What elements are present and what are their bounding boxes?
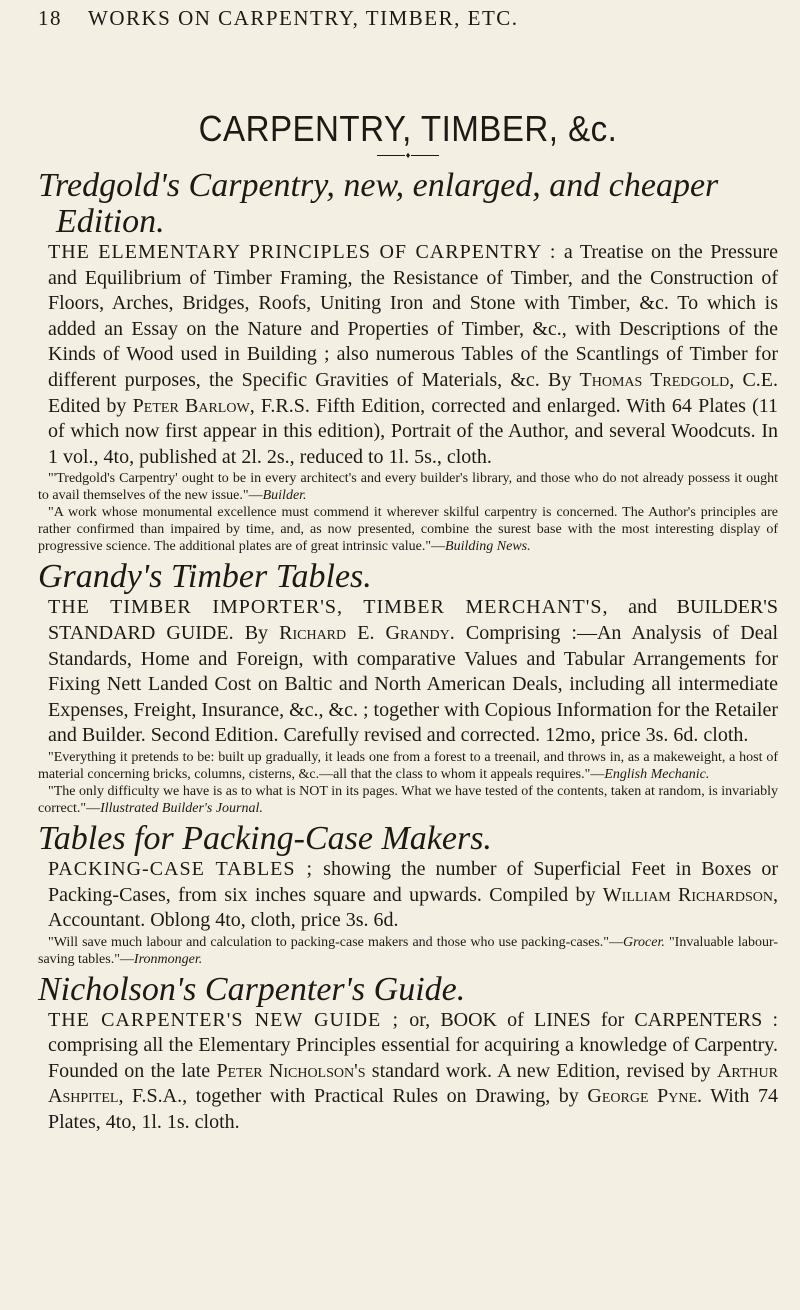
book-entry-grandy xyxy=(38,559,778,817)
book-entry-packing-case xyxy=(38,821,778,968)
review-source: Grocer. xyxy=(623,934,665,950)
author-name: William Richardson xyxy=(602,883,773,906)
author-name: Richard E. Grandy xyxy=(279,621,450,644)
book-page xyxy=(38,0,778,1136)
book-description: THE TIMBER IMPORTER'S, TIMBER MERCHANT'S, and BUILDER'S STANDARD GUIDE. By Richard E. Grandy. Comprising :—An Analysis of Deal Standards, Home and Foreign, with comparative Values and Tabular Arrangements for Fixing Nett Landed Cost on Baltic and North American Deals, including all intermediate Expenses, Freight, Insurance, &c., &c. ; together with Copious Information for the Retailer and Builder. Second Edition. Carefully revised and corrected. 12mo, price 3s. 6d. cloth. xyxy=(48,596,779,747)
review-source: English Mechanic. xyxy=(604,766,710,782)
author-name: Peter Nicholson's xyxy=(216,1059,366,1082)
editor-name: Peter Barlow xyxy=(132,394,250,417)
review-source: Builder. xyxy=(262,488,307,504)
review-quote: "'Tredgold's Carpentry' ought to be in every architect's and every builder's library, and those who do not already possess it ought to avail themselves of the new issue."—Builder. xyxy=(38,471,778,504)
book-description: PACKING-CASE TABLES ; showing the number of Superficial Feet in Boxes or Packing-Cases, from six inches square and upwards. Compiled by William Richardson, Accountant. Oblong 4to, cloth, price 3s. 6d. xyxy=(48,857,778,932)
editor-name: Arthur Ashpitel xyxy=(48,1059,778,1108)
book-heading: Grandy's Timber Tables. xyxy=(38,558,372,596)
author-name: Thomas Tredgold xyxy=(579,368,730,391)
book-entry-nicholson xyxy=(38,972,778,1136)
review-quote: "A work whose monumental excellence must commend it wherever skilful carpentry is concerned. The Author's principles are rather confirmed than impaired by time, and, as now presented, combine the surest base with the most interesting display of progressive science. The additional plates are of great intrinsic value."—Building News. xyxy=(38,505,778,555)
review-quote: "The only difficulty we have is as to what is NOT in its pages. What we have tested of the contents, taken at random, is invariably correct."—Illustrated Builder's Journal. xyxy=(38,783,778,816)
review-source: Building News. xyxy=(445,539,531,555)
book-entry-tredgold xyxy=(38,168,778,555)
book-heading: Nicholson's Carpenter's Guide. xyxy=(38,970,466,1008)
section-title: CARPENTRY, TIMBER, &c. xyxy=(198,108,618,149)
book-heading: Tredgold's Carpentry, new, enlarged, and cheaper Edition. xyxy=(38,167,719,240)
page-header xyxy=(38,0,778,58)
book-description: THE ELEMENTARY PRINCIPLES OF CARPENTRY : a Treatise on the Pressure and Equilibrium of Timber Framing, the Resistance of Timber, and the Construction of Floors, Arches, Bridges, Roofs, Uniting Iron and Stone with Timber, &c. To which is added an Essay on the Nature and Properties of Timber, &c., with Descriptions of the Kinds of Wood used in Building ; also numerous Tables of the Scantlings of Timber for different purposes, the Specific Gravities of Materials, &c. By Thomas Tredgold, C.E. Edited by Peter Barlow, F.R.S. Fifth Edition, corrected and enlarged. With 64 Plates (11 of which now first appear in this edition), Portrait of the Author, and several Woodcuts. In 1 vol., 4to, published at 2l. 2s., reduced to 1l. 5s., cloth. xyxy=(48,241,778,468)
review-quote: "Everything it pretends to be: built up gradually, it leads one from a forest to a treenail, and throws in, as a makeweight, a host of material concerning bricks, columns, cisterns, &c.—all that the class to whom it appeals requires."—English Mechanic. xyxy=(38,749,778,782)
author-name: George Pyne xyxy=(587,1085,697,1108)
review-source: Illustrated Builder's Journal. xyxy=(100,800,263,816)
book-title: PACKING-CASE TABLES ; xyxy=(48,857,314,880)
book-title: THE ELEMENTARY PRINCIPLES OF CARPENTRY : xyxy=(48,241,557,263)
book-title: THE CARPENTER'S NEW GUIDE ; xyxy=(48,1008,400,1031)
running-title: WORKS ON CARPENTRY, TIMBER, ETC. xyxy=(88,6,519,30)
diamond-icon: ♦ xyxy=(405,150,411,161)
book-description: THE CARPENTER'S NEW GUIDE ; or, BOOK of LINES for CARPENTERS : comprising all the Elementary Principles essential for acquiring a knowledge of Carpentry. Founded on the late Peter Nicholson's standard work. A new Edition, revised by Arthur Ashpitel, F.S.A., together with Practical Rules on Drawing, by George Pyne. With 74 Plates, 4to, 1l. 1s. cloth. xyxy=(48,1008,778,1134)
review-quote: "Will save much labour and calculation to packing-case makers and those who use packing-cases."—Grocer. "Invaluable labour-saving tables."—Ironmonger. xyxy=(38,934,778,967)
page-number: 18 xyxy=(38,6,62,30)
book-title: THE TIMBER IMPORTER'S, TIMBER MERCHANT'S, xyxy=(48,596,609,619)
review-source: Ironmonger. xyxy=(133,951,203,967)
book-heading: Tables for Packing-Case Makers. xyxy=(38,819,492,857)
